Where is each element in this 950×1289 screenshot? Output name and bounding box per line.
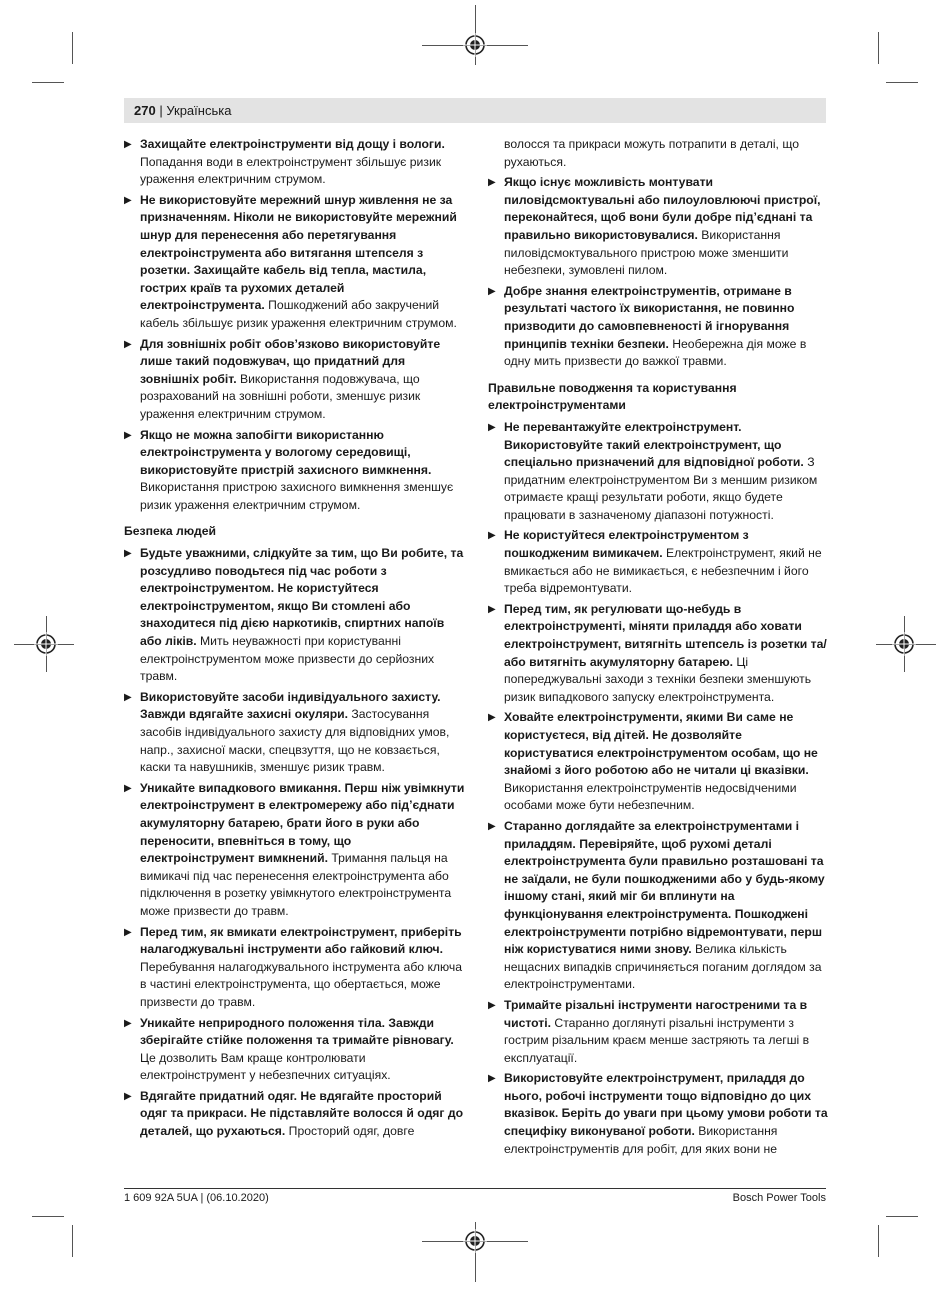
bullet-arrow-icon: ▶: [124, 194, 132, 206]
safety-item-text: Мить неуважності при користуванні електроінструментом може призвести до серйозних травм.: [140, 634, 435, 684]
bullet-arrow-icon: ▶: [124, 548, 132, 560]
safety-item-bold: Захищайте електроінструменти від дощу і вологи.: [140, 137, 445, 151]
bullet-arrow-icon: ▶: [488, 177, 496, 189]
safety-item-text: Використання пристрою захисного вимкнення зменшує ризик ураження електричним струмом.: [140, 480, 454, 512]
section-heading: Безпека людей: [124, 524, 216, 539]
crop-mark: [72, 1225, 73, 1257]
safety-item-bold: Не використовуйте мережний шнур живлення не за призначенням. Ніколи не використовуйте мережний шнур для перенесення або перетягування електроінструмента або витягання штепселя з розетки. Захищайте кабель від тепла, мастила, гострих країв та рухомих деталей електроінструмента.: [140, 192, 457, 313]
crop-mark: [878, 32, 879, 64]
safety-item-bold: Використовуйте засоби індивідуального захисту. Завжди вдягайте захисні окуляри.: [140, 689, 441, 722]
registration-mark-icon: [463, 33, 487, 57]
safety-item-text: Попадання води в електроінструмент збільшує ризик ураження електричним струмом.: [140, 154, 442, 187]
safety-item: [124, 336, 466, 424]
safety-item: [124, 1015, 466, 1085]
bullet-arrow-icon: ▶: [124, 139, 132, 150]
crop-mark: [32, 82, 64, 83]
safety-item-bold: Уникайте неприродного положення тіла. Завжди зберігайте стійке положення та тримайте рівновагу.: [140, 1015, 454, 1048]
crop-mark: [886, 82, 918, 83]
bullet-arrow-icon: ▶: [488, 421, 496, 433]
safety-item-text: Ці попереджувальні заходи з техніки безпеки зменшують ризик випадкового запуску електроінструмента.: [504, 654, 812, 704]
safety-item: [488, 527, 828, 597]
safety-item-bold: Для зовнішніх робіт обов’язково використовуйте лише такий подовжувач, що придатний для зовнішніх робіт.: [140, 336, 441, 386]
safety-item-text: Використання пиловідсмоктувального пристрою може зменшити небезпеки, зумовлені пилом.: [504, 227, 789, 278]
safety-item-text: Використання електроінструментів недосвідченими особами може бути небезпечним.: [504, 780, 797, 813]
header-separator: |: [159, 103, 163, 118]
safety-item: [124, 427, 466, 515]
safety-item-text: Велика кількість нещасних випадків спричиняється поганим доглядом за електроінструментами.: [504, 942, 822, 992]
safety-item: [488, 997, 828, 1067]
crop-mark: [878, 1225, 879, 1257]
safety-item-bold: Не користуйтеся електроінструментом з пошкодженим вимикачем.: [504, 528, 749, 561]
safety-item: [124, 1088, 466, 1141]
bullet-arrow-icon: ▶: [488, 999, 496, 1011]
safety-item: [488, 283, 828, 371]
safety-item-text: Просторий одяг, довге: [285, 1124, 415, 1139]
safety-item-text: З придатним електроінструментом Ви з меншим ризиком отримаєте кращі результати роботи, якщо будете працювати в зазначеному діапазоні потужності.: [504, 455, 818, 522]
bullet-arrow-icon: ▶: [124, 1017, 132, 1029]
safety-item: [488, 1070, 828, 1158]
safety-item-bold: Не перевантажуйте електроінструмент. Використовуйте такий електроінструмент, що спеціально призначений для відповідної роботи.: [504, 419, 804, 470]
footer-document-id: 1 609 92A 5UA | (06.10.2020): [124, 1192, 269, 1204]
registration-mark-icon: [463, 1229, 487, 1253]
header-language: Українська: [166, 103, 232, 118]
safety-item: [124, 136, 466, 189]
bullet-arrow-icon: ▶: [488, 285, 496, 297]
safety-item: [488, 174, 828, 280]
safety-item-text: Тримання пальця на вимикачі під час перенесення електроінструмента або підключення в розетку увімкнутого електроінструмента може призвести до травм.: [140, 851, 452, 918]
safety-item-bold: Уникайте випадкового вмикання. Перш ніж увімкнути електроінструмент в електромережу або під’єднати акумуляторну батарею, брати його в руки або переносити, впевніться в тому, що електроінструмент вимкнений.: [140, 780, 465, 866]
bullet-arrow-icon: ▶: [124, 338, 132, 350]
safety-item-text: Електроінструмент, який не вмикається або не вимикається, є небезпечним і його треба відремонтувати.: [504, 546, 822, 596]
safety-item-bold: Вдягайте придатний одяг. Не вдягайте просторий одяг та прикраси. Не підставляйте волосся й одяг до деталей, що рухаються.: [140, 1088, 464, 1139]
safety-item-bold: Ховайте електроінструменти, якими Ви саме не користуєтеся, від дітей. Не дозволяйте користуватися електроінструментом особам, що не знайомі з його роботою або не читали ці вказівки.: [504, 710, 818, 778]
crop-mark: [32, 1216, 64, 1217]
crop-mark: [72, 32, 73, 64]
continued-paragraph: волосся та прикраси можуть потрапити в деталі, що рухаються.: [504, 137, 799, 169]
right-column: [488, 136, 828, 1161]
bullet-arrow-icon: ▶: [488, 603, 496, 615]
bullet-arrow-icon: ▶: [124, 691, 132, 703]
bullet-arrow-icon: ▶: [488, 1073, 496, 1085]
safety-item: [488, 601, 828, 707]
safety-item-text: Необережна дія може в одну мить призвести до важкої травми.: [504, 336, 807, 369]
footer-brand: Bosch Power Tools: [732, 1192, 826, 1204]
safety-item-bold: Тримайте різальні інструменти нагостреними та в чистоті.: [504, 997, 808, 1030]
safety-item: [488, 818, 828, 994]
page-header: [134, 103, 231, 119]
safety-item-text: Пошкоджений або закручений кабель збільшує ризик ураження електричним струмом.: [140, 298, 457, 330]
safety-item: [124, 780, 466, 921]
registration-mark-icon: [34, 632, 58, 656]
safety-item: [124, 545, 466, 686]
safety-item-bold: Якщо не можна запобігти використанню електроінструмента у вологому середовищі, використовуйте пристрій захисного вимкнення.: [140, 427, 432, 477]
safety-item: [488, 419, 828, 525]
bullet-arrow-icon: ▶: [488, 530, 496, 542]
page-number: 270: [134, 103, 156, 118]
safety-item-bold: Використовуйте електроінструмент, приладдя до нього, робочі інструменти тощо відповідно до цих вказівок. Беріть до уваги при цьому умови роботи та специфіку виконуваної роботи.: [504, 1071, 828, 1139]
safety-item-text: Це дозволить Вам краще контролювати електроінструмент у небезпечних ситуаціях.: [140, 1050, 391, 1083]
section-heading: Правильне поводження та користування електроінструментами: [488, 380, 737, 413]
safety-item: [124, 689, 466, 777]
safety-item-bold: Старанно доглядайте за електроінструментами і приладдям. Перевіряйте, щоб рухомі деталі електроінструмента були правильно розташовані та не заїдали, не були пошкодженими або у будь-якому іншому стані, який міг би вплинути на функціонування електроінструмента. Пошкоджені електроінструменти потрібно відремонтувати, перш ніж користуватися ними знову.: [504, 818, 825, 957]
safety-item-text: Застосування засобів індивідуального захисту для відповідних умов, напр., захисної маски, спецвзуття, що не ковзається, каски та навушників, зменшує ризик травм.: [140, 707, 450, 775]
bullet-arrow-icon: ▶: [124, 1090, 132, 1102]
safety-item-bold: Перед тим, як вмикати електроінструмент, приберіть налагоджувальні інструменти або гайковий ключ.: [140, 924, 462, 957]
safety-item: [124, 192, 466, 333]
registration-mark-icon: [892, 632, 916, 656]
left-column: [124, 136, 466, 1144]
safety-item-text: Використання подовжувача, що розрахований на зовнішні роботи, зменшує ризик ураження електричним струмом.: [140, 371, 421, 421]
safety-item-bold: Якщо існує можливість монтувати пиловідсмоктувальні або пилоуловлюючі пристрої, переконайтеся, щоб вони були добре під’єднані та правильно використовувалися.: [504, 175, 821, 242]
safety-item: [488, 709, 828, 815]
bullet-arrow-icon: ▶: [124, 782, 132, 794]
bullet-arrow-icon: ▶: [124, 429, 132, 441]
bullet-arrow-icon: ▶: [488, 820, 496, 832]
safety-item-text: Використання електроінструментів для робіт, для яких вони не: [504, 1124, 778, 1156]
safety-item-text: Перебування налагоджувального інструмента або ключа в частині електроінструмента, що обертається, може призвести до травм.: [140, 959, 463, 1009]
safety-item-text: Старанно доглянуті різальні інструменти з гострим різальним краєм менше застряють та легші в експлуатації.: [504, 1015, 810, 1065]
footer-rule: [124, 1188, 826, 1189]
safety-item-bold: Добре знання електроінструментів, отримане в результаті частого їх використання, не повинно призводити до самовпевненості й ігнорування принципів техніки безпеки.: [504, 283, 795, 351]
safety-item-bold: Будьте уважними, слідкуйте за тим, що Ви робите, та розсудливо поводьтеся під час роботи з електроінструментом. Не користуйтеся електроінструментом, якщо Ви стомлені або знаходитеся під дією наркотиків, спиртних напоїв або ліків.: [140, 546, 464, 649]
safety-item: [124, 924, 466, 1012]
bullet-arrow-icon: ▶: [124, 926, 132, 938]
bullet-arrow-icon: ▶: [488, 712, 496, 724]
safety-item-bold: Перед тим, як регулювати що-небудь в електроінструменті, міняти приладдя або ховати електроінструмент, витягніть штепсель із розетки та/або витягніть акумуляторну батарею.: [504, 601, 827, 669]
crop-mark: [886, 1216, 918, 1217]
